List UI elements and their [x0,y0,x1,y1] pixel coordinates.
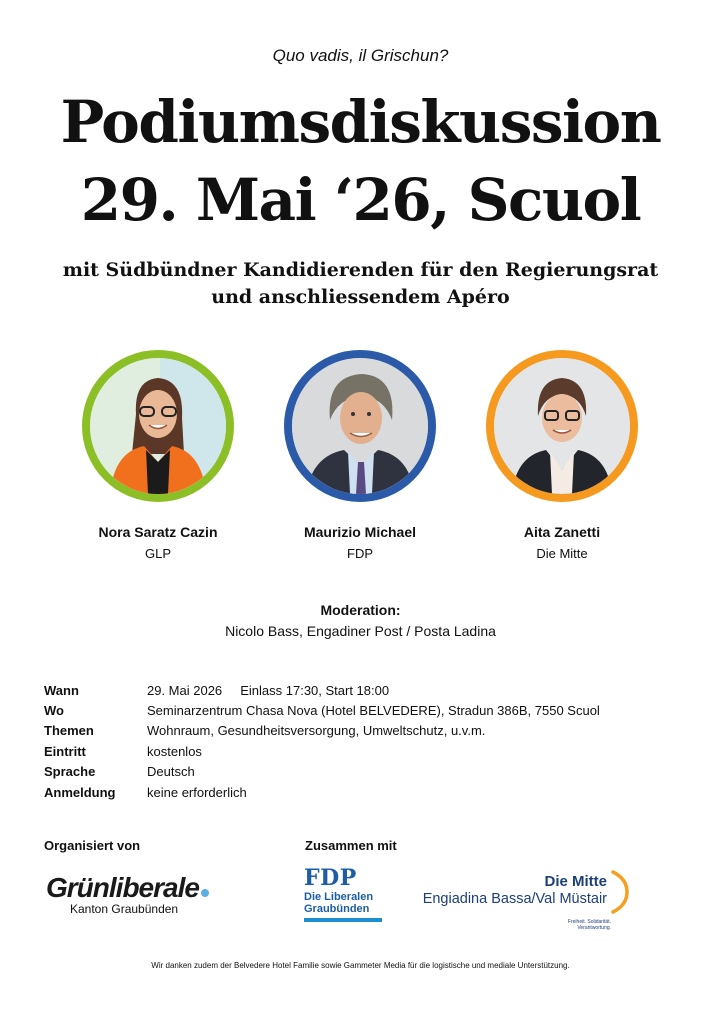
event-title: Podiumsdiskussion [60,88,661,156]
portrait-photo-man [292,358,428,494]
detail-row-admission [44,741,600,761]
detail-value: Wohnraum, Gesundheitsversorgung, Umweltschutz, u.v.m. [147,723,486,739]
candidate-portrait [284,350,436,502]
die-mitte-logo [405,873,633,933]
fdp-logo-bar [304,918,382,922]
together-with-label: Zusammen mit [305,838,397,853]
candidate-name: Maurizio Michael [303,524,417,540]
portrait-photo-woman [90,358,226,494]
candidate-party: GLP [144,546,171,561]
detail-value: Seminarzentrum Chasa Nova (Hotel BELVEDERE), Stradun 386B, 7550 Scuol [147,703,600,719]
event-subtitle-line1: mit Südbündner Kandidierenden für den Regierungsrat [62,259,659,281]
mitte-logo-slogan: Freiheit. Solidarität. Verantwortung. [567,919,611,931]
event-details [44,680,600,802]
detail-row-where [44,700,600,720]
candidate-portrait [82,350,234,502]
fdp-logo [304,865,384,922]
detail-value: 29. Mai 2026 Einlass 17:30, Start 18:00 [147,682,390,698]
detail-row-when [44,680,600,700]
mitte-logo-name: Die Mitte [544,873,607,890]
glp-logo-name: Grünliberale [46,872,199,903]
detail-label: Wo [44,703,64,719]
detail-label: Sprache [44,764,96,780]
candidate-party: FDP [347,546,373,561]
detail-row-topics [44,721,600,741]
detail-label: Anmeldung [44,784,116,800]
moderation-text: Nicolo Bass, Engadiner Post / Posta Ladina [225,623,496,639]
fdp-logo-line1: Die Liberalen [304,891,374,903]
event-subtitle-line2: und anschliessendem Apéro [211,286,510,308]
detail-value: kostenlos [147,743,202,759]
glp-logo-subtitle: Kanton Graubünden [70,902,179,916]
candidate-party: Die Mitte [536,546,588,561]
mitte-arc-icon [609,869,631,915]
fdp-logo-name: FDP [304,865,357,891]
candidate-name: Nora Saratz Cazin [98,524,218,540]
candidate-name: Aita Zanetti [523,524,601,540]
detail-label: Eintritt [44,743,86,759]
candidate-card [58,350,258,561]
detail-value: keine erforderlich [147,784,247,800]
moderation-label: Moderation: [320,602,401,618]
detail-row-language [44,762,600,782]
event-date-location: 29. Mai ‘26, Scuol [80,166,641,234]
candidate-portrait [486,350,638,502]
detail-row-registration [44,782,600,802]
grunliberale-logo [46,872,209,916]
event-tagline: Quo vadis, il Grischun? [272,46,449,65]
detail-label: Themen [44,723,94,739]
candidate-card [260,350,460,561]
footer-thanks: Wir danken zudem der Belvedere Hotel Familie sowie Gammeter Media für die logistische und mediale Unterstützung. [151,961,570,970]
organized-by-label: Organisiert von [44,838,141,853]
fdp-logo-line2: Graubünden [304,903,370,915]
detail-label: Wann [44,682,79,698]
detail-value: Deutsch [147,764,195,780]
candidate-card [462,350,662,561]
mitte-logo-subtitle: Engiadina Bassa/Val Müstair [422,891,607,907]
portrait-photo-woman [494,358,630,494]
glp-dot-icon [201,889,209,897]
